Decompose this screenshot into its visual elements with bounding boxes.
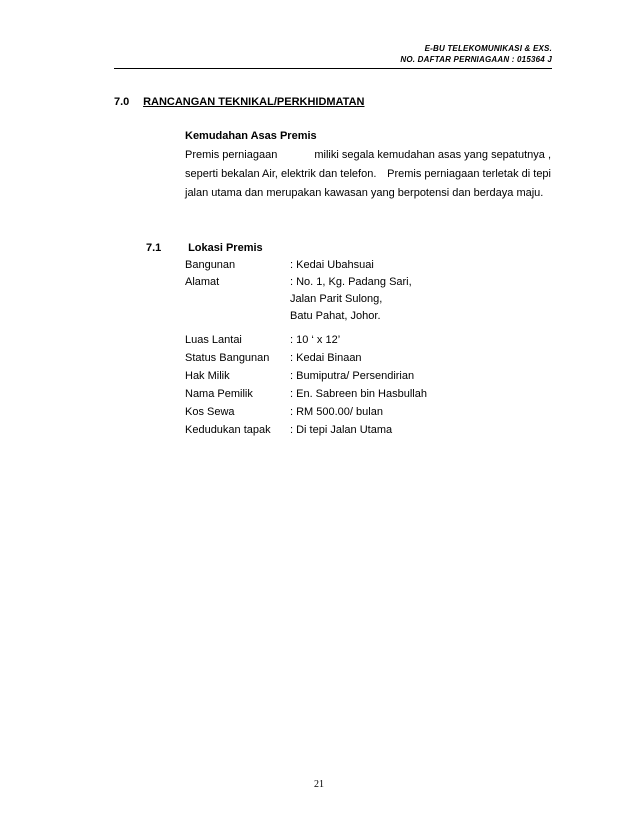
detail-label: Luas Lantai — [185, 334, 242, 346]
detail-value: Jalan Parit Sulong, — [290, 293, 383, 305]
facilities-paragraph — [185, 146, 551, 203]
paragraph-line — [185, 165, 551, 184]
paragraph-text: Premis perniagaan terletak di tepi — [387, 168, 551, 180]
detail-value: : Bumiputra/ Persendirian — [290, 370, 415, 382]
detail-label: Kedudukan tapak — [185, 424, 271, 436]
subsection-heading — [146, 242, 263, 254]
detail-label: Kos Sewa — [185, 406, 235, 418]
detail-value: : No. 1, Kg. Padang Sari, — [290, 276, 412, 288]
paragraph-text: Premis perniagaan — [185, 149, 278, 161]
section-title: RANCANGAN TEKNIKAL/PERKHIDMATAN — [143, 96, 365, 108]
paragraph-line — [185, 146, 551, 165]
detail-label: Bangunan — [185, 259, 236, 271]
paragraph-line: jalan utama dan merupakan kawasan yang berpotensi dan berdaya maju. — [185, 187, 544, 199]
subsection-number: 7.1 — [146, 242, 162, 254]
header-company-name: E-BU TELEKOMUNIKASI & EXS. — [424, 44, 552, 53]
detail-label: Alamat — [185, 276, 220, 288]
detail-value: : RM 500.00/ bulan — [290, 406, 383, 418]
subsection-title: Lokasi Premis — [188, 242, 263, 254]
detail-value: : 10 ‘ x 12’ — [290, 334, 341, 346]
paragraph-text: seperti bekalan Air, elektrik dan telefon. — [185, 168, 377, 180]
detail-label: Status Bangunan — [185, 352, 270, 364]
paragraph-text: miliki segala kemudahan asas yang sepatutnya , — [314, 149, 551, 161]
section-number: 7.0 — [114, 96, 130, 108]
detail-value: : Kedai Ubahsuai — [290, 259, 374, 271]
detail-label: Hak Milik — [185, 370, 230, 382]
header-registration-number: NO. DAFTAR PERNIAGAAN : 015364 J — [400, 55, 552, 64]
section-heading — [114, 96, 364, 108]
facilities-heading: Kemudahan Asas Premis — [185, 130, 317, 142]
detail-value: : Di tepi Jalan Utama — [290, 424, 393, 436]
detail-value: : En. Sabreen bin Hasbullah — [290, 388, 427, 400]
header-divider — [114, 68, 552, 69]
page-number: 21 — [314, 779, 324, 790]
detail-value: : Kedai Binaan — [290, 352, 362, 364]
detail-value: Batu Pahat, Johor. — [290, 310, 381, 322]
detail-label: Nama Pemilik — [185, 388, 253, 400]
